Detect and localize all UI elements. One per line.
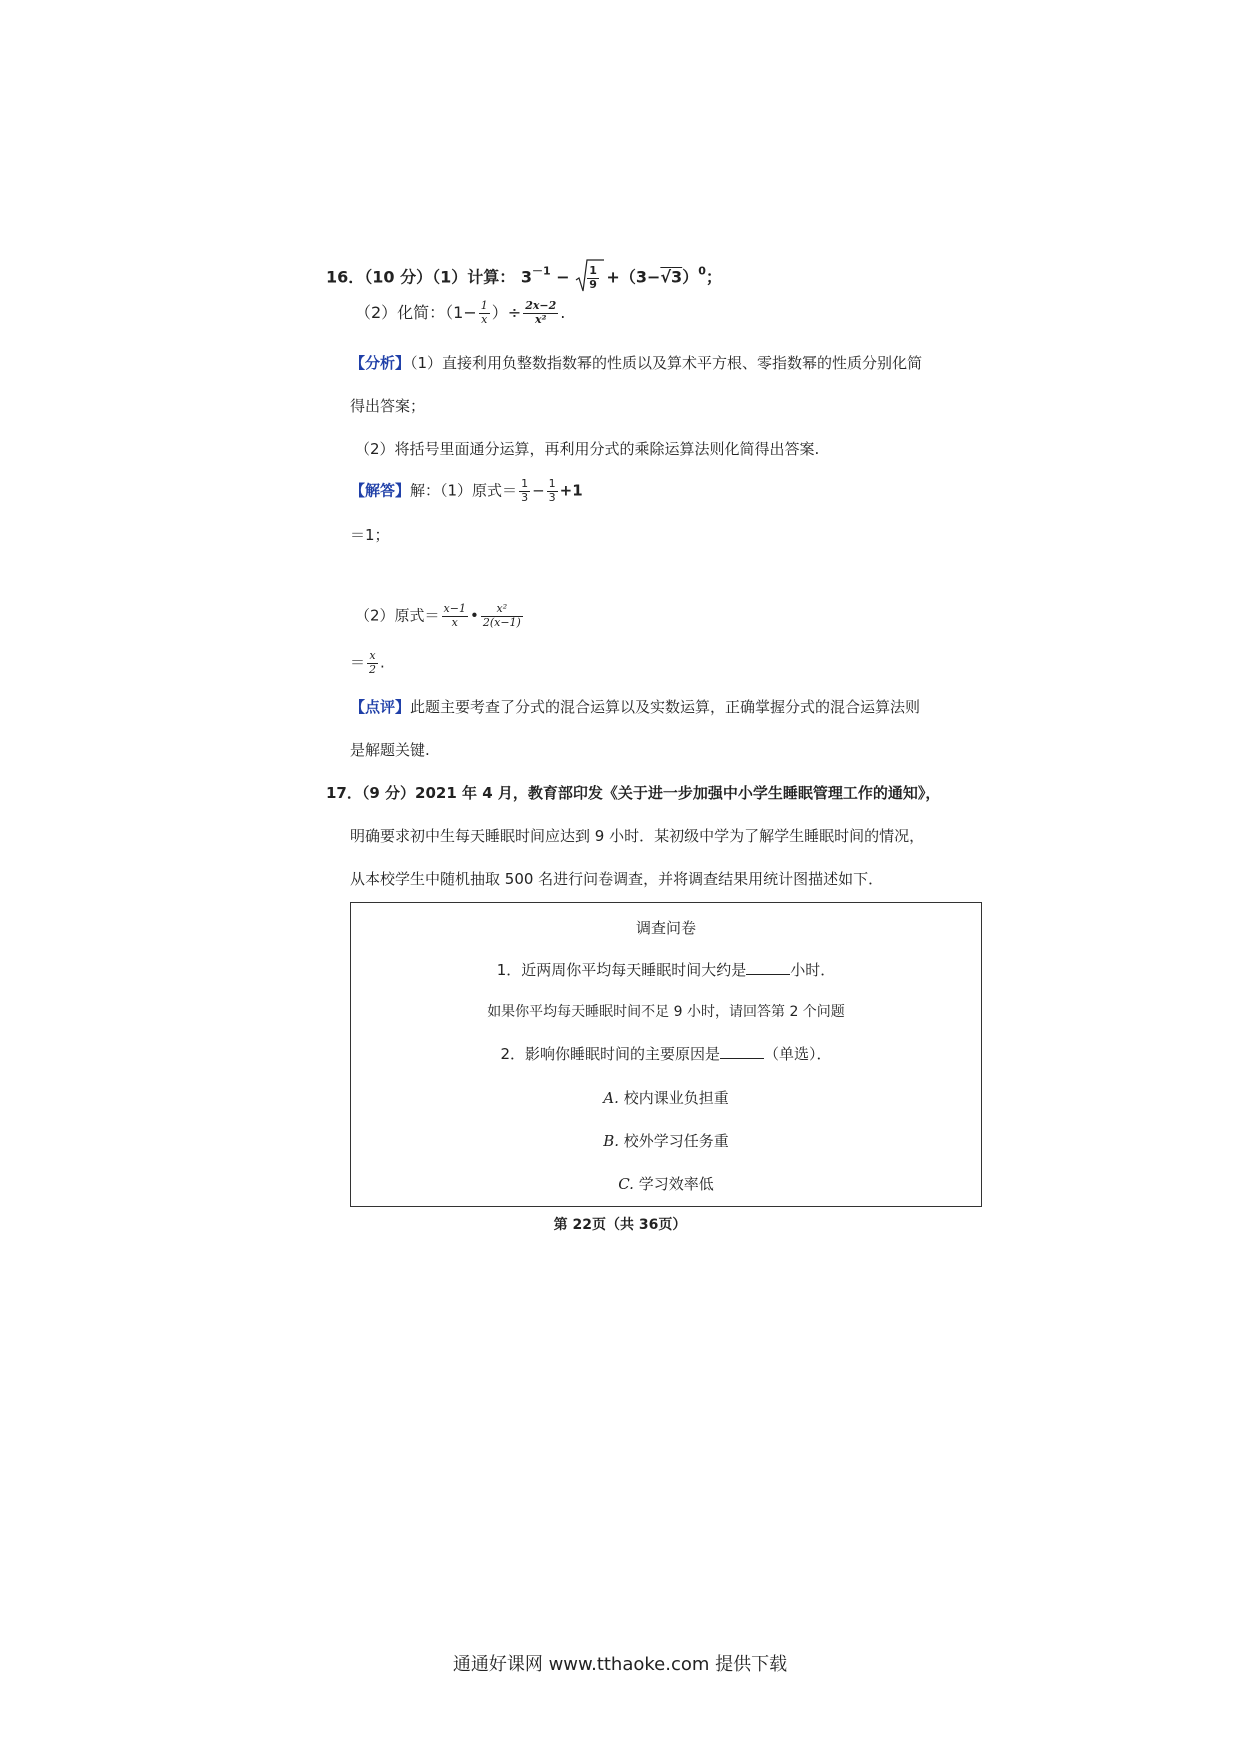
survey-option-a-text: 校内课业负担重 — [623, 1089, 729, 1107]
q17-line2: 明确要求初中生每天睡眠时间应达到 9 小时．某初级中学为了解学生睡眠时间的情况， — [350, 827, 925, 845]
solution-dot: • — [469, 606, 479, 625]
q16-minus: − — [556, 267, 570, 287]
survey-q2 — [351, 1043, 981, 1064]
survey-option-c — [351, 1173, 981, 1194]
q16-sqrt-fraction: $\frac{1}{9}$ — [589, 263, 597, 291]
page-number: 第 22页（共 36页） — [553, 1217, 687, 1233]
analysis-line3: （2）将括号里面通分运算，再利用分式的乘除运算法则化简得出答案. — [355, 440, 820, 458]
review-tag: 【点评】 — [350, 698, 411, 716]
survey-title: 调查问卷 — [635, 919, 696, 937]
analysis-text1: （1）直接利用负整数指数幂的性质以及算术平方根、零指数幂的性质分别化简 — [410, 354, 923, 372]
survey-q2-suffix: （单选）． — [764, 1045, 832, 1063]
analysis-line2: 得出答案； — [350, 397, 426, 415]
q16-part2-frac: $\frac{1}{x}$ — [480, 299, 488, 326]
solution-p2-frac2: $\frac{\text{x²}}{2(x-1)}$ — [482, 602, 521, 629]
solution-result2-end: . — [380, 653, 385, 672]
analysis-tag: 【分析】 — [350, 354, 411, 372]
solution-part2-label: （2）原式＝ — [355, 606, 440, 625]
survey-q1-prefix: 1．近两周你平均每天睡眠时间大约是 — [496, 961, 747, 979]
q16-part2-label: （2）化简：（1− — [355, 303, 477, 322]
review-text1: 此题主要考查了分式的混合运算以及实数运算，正确掌握分式的混合运算法则 — [410, 698, 921, 716]
q16-plus: +（3− — [606, 267, 661, 287]
survey-note: 如果你平均每天睡眠时间不足 9 小时，请回答第 2 个问题 — [487, 1004, 845, 1020]
survey-box — [350, 902, 982, 1207]
survey-option-a-letter: A. — [603, 1089, 619, 1107]
q16-end: ； — [705, 267, 722, 287]
solution-result2 — [350, 650, 385, 676]
q16-part2-mid: ）÷ — [491, 303, 522, 322]
survey-option-c-letter: C. — [618, 1175, 634, 1193]
survey-q2-blank — [720, 1044, 764, 1059]
q16-header: 16．（10 分）（1）计算： — [326, 267, 516, 287]
solution-r2-frac: $\frac{x}{2}$ — [369, 649, 377, 676]
q17-line1: 17．（9 分）2021 年 4 月，教育部印发《关于进一步加强中小学生睡眠管理工作的通知》， — [326, 784, 941, 802]
q16-line2 — [355, 300, 565, 327]
solution-plus-one: +1 — [559, 481, 583, 500]
q17-line3: 从本校学生中随机抽取 500 名进行问卷调查，并将调查结果用统计图描述如下． — [350, 870, 884, 888]
survey-q1-suffix: 小时． — [790, 961, 836, 979]
solution-frac1: $\frac{1}{3}$ — [521, 477, 529, 504]
solution-result2-prefix: ＝ — [350, 653, 366, 672]
solution-result1: ＝1； — [350, 526, 390, 544]
survey-option-a — [351, 1087, 981, 1108]
q16-sqrt3: √3 — [660, 267, 683, 287]
solution-tag: 【解答】 — [350, 481, 411, 500]
survey-option-c-text: 学习效率低 — [638, 1175, 714, 1193]
solution-minus: − — [532, 481, 545, 500]
q16-base: 3 — [520, 267, 532, 287]
survey-option-b-letter: B. — [603, 1132, 619, 1150]
survey-option-b — [351, 1130, 981, 1151]
analysis-line1 — [350, 352, 922, 373]
solution-intro: 解：（1）原式＝ — [410, 481, 518, 500]
q16-part2-frac2: $\frac{2x-2}{\text{x²}}$ — [525, 299, 557, 326]
q16-part2-end: . — [560, 303, 566, 322]
solution-part2 — [355, 603, 525, 629]
solution-line1 — [350, 478, 583, 504]
survey-option-b-text: 校外学习任务重 — [623, 1132, 729, 1150]
solution-frac2: $\frac{1}{3}$ — [548, 477, 556, 504]
survey-q2-prefix: 2．影响你睡眠时间的主要原因是 — [500, 1045, 721, 1063]
q16-line1 — [326, 258, 722, 298]
survey-q1-blank — [746, 960, 790, 975]
q16-exponent: －1 — [531, 264, 551, 278]
solution-p2-frac1: $\frac{x-1}{x}$ — [443, 602, 466, 629]
review-line2: 是解题关键. — [350, 741, 430, 759]
q16-close: ） — [682, 267, 699, 287]
q16-zero-exp: 0 — [698, 264, 706, 278]
survey-q1 — [351, 959, 981, 980]
review-line1 — [350, 696, 920, 717]
footer-credit: 通通好课网 www.tthaoke.com 提供下载 — [452, 1654, 788, 1675]
